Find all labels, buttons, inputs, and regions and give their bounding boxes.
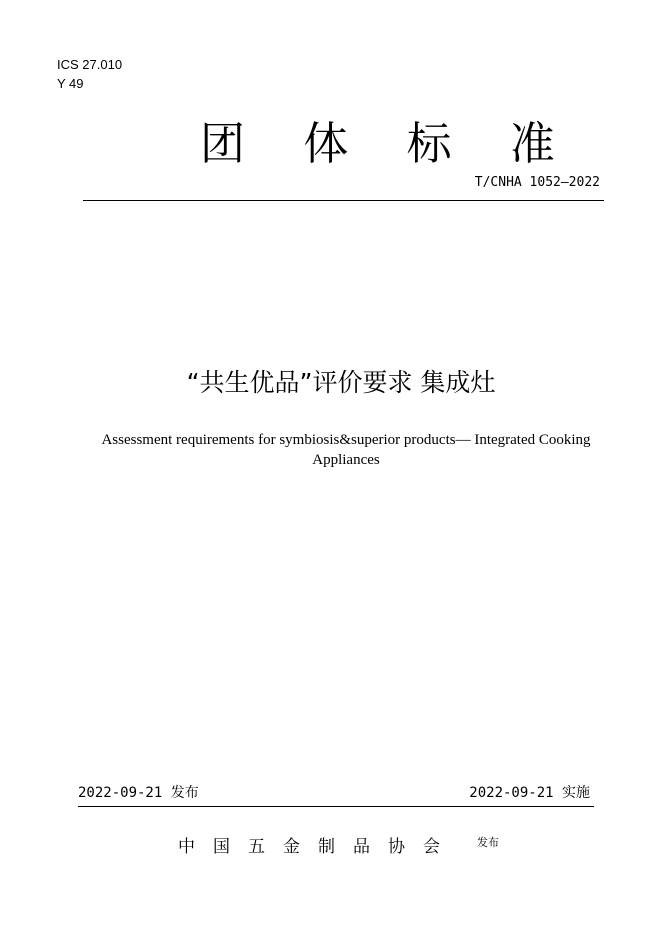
ccs-code: Y 49 [57,76,84,91]
publisher-name: 中国五金制品协会 [178,837,458,857]
implementation-date: 2022-09-21 实施 [469,785,590,801]
publish-label: 发布 [477,836,499,849]
top-divider [83,200,604,201]
chinese-title: “共生优品”评价要求 集成灶 [186,368,496,397]
standard-number: T/CNHA 1052—2022 [474,175,600,190]
standard-type-heading: 团 体 标 准 [200,117,577,170]
bottom-divider [78,806,594,807]
classification-codes [57,55,122,93]
release-date: 2022-09-21 发布 [78,785,199,801]
ics-code: ICS 27.010 [57,57,123,72]
english-title: Assessment requirements for symbiosis&superior products— Integrated Cooking Appliances [101,432,591,468]
